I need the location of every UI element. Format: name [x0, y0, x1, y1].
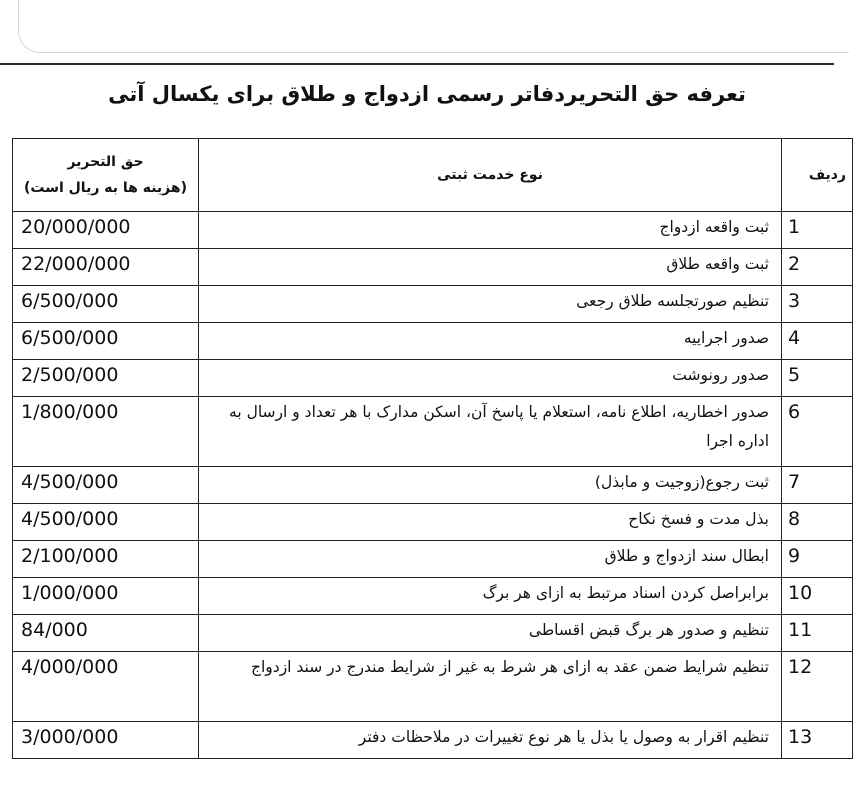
fee-cell: 1/000/000 — [13, 578, 199, 615]
row-number-cell: 1 — [782, 212, 853, 249]
row-number-cell: 12 — [782, 652, 853, 722]
table-row — [13, 212, 853, 249]
service-column-header: نوع خدمت ثبتی — [199, 139, 782, 212]
table-header-row — [13, 139, 853, 212]
row-number-cell: 6 — [782, 397, 853, 467]
service-cell: ثبت واقعه ازدواج — [199, 212, 782, 249]
service-cell: تنظیم شرایط ضمن عقد به ازای هر شرط به غیر از شرایط مندرج در سند ازدواج — [199, 652, 782, 722]
divider-line — [0, 63, 834, 65]
fee-cell: 3/000/000 — [13, 722, 199, 759]
fee-cell: 2/500/000 — [13, 360, 199, 397]
fee-cell: 6/500/000 — [13, 286, 199, 323]
row-number-cell: 4 — [782, 323, 853, 360]
service-cell: بذل مدت و فسخ نکاح — [199, 504, 782, 541]
service-cell: ثبت واقعه طلاق — [199, 249, 782, 286]
table-row — [13, 467, 853, 504]
page-title: تعرفه حق التحریردفاتر رسمی ازدواج و طلاق برای یکسال آتی — [108, 82, 746, 106]
service-cell: ثبت رجوع(زوجیت و مابذل) — [199, 467, 782, 504]
table-row — [13, 323, 853, 360]
table-row — [13, 578, 853, 615]
fee-cell: 84/000 — [13, 615, 199, 652]
table-row — [13, 652, 853, 722]
fee-cell: 6/500/000 — [13, 323, 199, 360]
service-cell: تنظیم صورتجلسه طلاق رجعی — [199, 286, 782, 323]
table-row — [13, 504, 853, 541]
table-row — [13, 722, 853, 759]
row-number-cell: 3 — [782, 286, 853, 323]
row-number-cell: 13 — [782, 722, 853, 759]
service-cell: ابطال سند ازدواج و طلاق — [199, 541, 782, 578]
row-number-cell: 9 — [782, 541, 853, 578]
row-number-cell: 11 — [782, 615, 853, 652]
service-cell: برابراصل کردن اسناد مرتبط به ازای هر برگ — [199, 578, 782, 615]
service-cell: صدور اخطاریه، اطلاع نامه، استعلام یا پاسخ آن، اسکن مدارک با هر تعداد و ارسال به اداره اجرا — [199, 397, 782, 467]
row-number-cell: 8 — [782, 504, 853, 541]
table-row — [13, 615, 853, 652]
row-number-cell: 5 — [782, 360, 853, 397]
service-cell: تنظیم و صدور هر برگ قبض اقساطی — [199, 615, 782, 652]
row-number-cell: 10 — [782, 578, 853, 615]
fee-header-line1: حق التحریر — [67, 154, 144, 170]
fee-cell: 22/000/000 — [13, 249, 199, 286]
row-column-header: ردیف — [782, 139, 853, 212]
fee-header-line2: (هزینه ها به ریال است) — [24, 180, 187, 196]
table-row — [13, 397, 853, 467]
fee-cell: 1/800/000 — [13, 397, 199, 467]
fee-cell: 4/500/000 — [13, 467, 199, 504]
fee-column-header — [13, 139, 199, 212]
service-cell: تنظیم اقرار به وصول یا بذل یا هر نوع تغییرات در ملاحظات دفتر — [199, 722, 782, 759]
tariff-table — [12, 138, 853, 759]
service-cell: صدور رونوشت — [199, 360, 782, 397]
service-cell: صدور اجراییه — [199, 323, 782, 360]
fee-cell: 4/500/000 — [13, 504, 199, 541]
fee-cell: 2/100/000 — [13, 541, 199, 578]
table-row — [13, 541, 853, 578]
top-card — [18, 0, 849, 53]
table-row — [13, 286, 853, 323]
row-number-cell: 2 — [782, 249, 853, 286]
table-row — [13, 249, 853, 286]
fee-cell: 4/000/000 — [13, 652, 199, 722]
fee-cell: 20/000/000 — [13, 212, 199, 249]
table-row — [13, 360, 853, 397]
row-number-cell: 7 — [782, 467, 853, 504]
